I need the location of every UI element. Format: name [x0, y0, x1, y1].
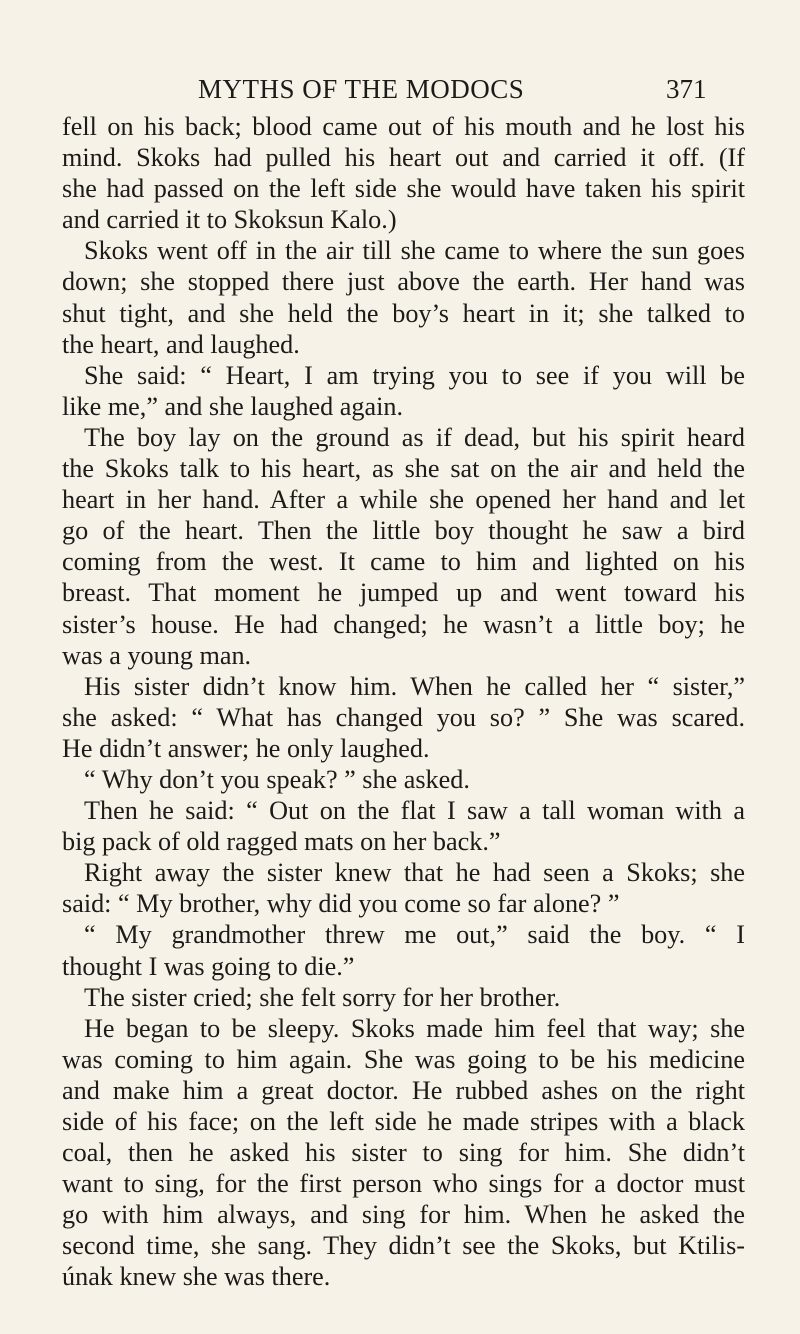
- text-line: Skoks went off in the air till she came to where the sun goes: [84, 236, 745, 266]
- text-line: was a young man.: [62, 640, 252, 670]
- text-line: the Skoks talk to his heart, as she sat on the air and held the: [62, 454, 745, 484]
- text-line: second time, she sang. They didn’t see the Skoks, but Ktilis-: [62, 1231, 745, 1261]
- text-line: The boy lay on the ground as if dead, but his spirit heard: [84, 422, 745, 452]
- text-line: and carried it to Skoksun Kalo.): [62, 205, 397, 235]
- text-line: The sister cried; she felt sorry for her brother.: [84, 982, 561, 1012]
- text-line: mind. Skoks had pulled his heart out and carried it off. (If: [62, 143, 745, 173]
- running-title: MYTHS OF THE MODOCS: [198, 74, 525, 104]
- running-head: [0, 74, 800, 114]
- text-line: coming from the west. It came to him and lighted on his: [62, 547, 745, 577]
- text-line: únak knew she was there.: [62, 1262, 331, 1292]
- text-line: “ My grandmother threw me out,” said the boy. “ I: [84, 920, 745, 950]
- text-line: she had passed on the left side she would have taken his spirit: [62, 174, 745, 204]
- text-line: go with him always, and sing for him. When he asked the: [62, 1200, 745, 1230]
- text-line: the heart, and laughed.: [62, 329, 300, 359]
- text-line: big pack of old ragged mats on her back.”: [62, 827, 501, 857]
- text-line: down; she stopped there just above the earth. Her hand was: [62, 267, 745, 297]
- text-line: thought I was going to die.”: [62, 951, 355, 981]
- text-line: fell on his back; blood came out of his mouth and he lost his: [62, 112, 745, 141]
- text-line: coal, then he asked his sister to sing for him. She didn’t: [62, 1138, 745, 1168]
- text-line: He didn’t answer; he only laughed.: [62, 733, 430, 763]
- text-line: want to sing, for the first person who sings for a doctor must: [62, 1169, 745, 1199]
- text-line: “ Why don’t you speak? ” she asked.: [84, 764, 470, 794]
- text-line: like me,” and she laughed again.: [62, 391, 404, 421]
- text-line: side of his face; on the left side he made stripes with a black: [62, 1107, 745, 1136]
- text-line: She said: “ Heart, I am trying you to see if you will be: [84, 360, 745, 390]
- text-line: and make him a great doctor. He rubbed ashes on the right: [62, 1075, 745, 1105]
- text-line: sister’s house. He had changed; he wasn’t a little boy; he: [62, 609, 745, 639]
- text-line: Right away the sister knew that he had seen a Skoks; she: [84, 858, 745, 888]
- text-line: go of the heart. Then the little boy thought he saw a bird: [62, 516, 745, 546]
- page-number: 371: [666, 74, 707, 104]
- text-line: breast. That moment he jumped up and went toward his: [62, 578, 745, 608]
- text-line: Then he said: “ Out on the flat I saw a tall woman with a: [84, 796, 745, 826]
- text-line: was coming to him again. She was going to be his medicine: [62, 1044, 745, 1074]
- text-line: He began to be sleepy. Skoks made him feel that way; she: [84, 1013, 745, 1043]
- text-line: she asked: “ What has changed you so? ” She was scared.: [62, 702, 745, 732]
- text-line: heart in her hand. After a while she opened her hand and let: [62, 485, 745, 515]
- text-line: shut tight, and she held the boy’s heart in it; she talked to: [62, 298, 745, 328]
- text-line: His sister didn’t know him. When he called her “ sister,”: [84, 671, 745, 701]
- text-line: said: “ My brother, why did you come so far alone? ”: [62, 889, 620, 919]
- body-text: [62, 111, 745, 1293]
